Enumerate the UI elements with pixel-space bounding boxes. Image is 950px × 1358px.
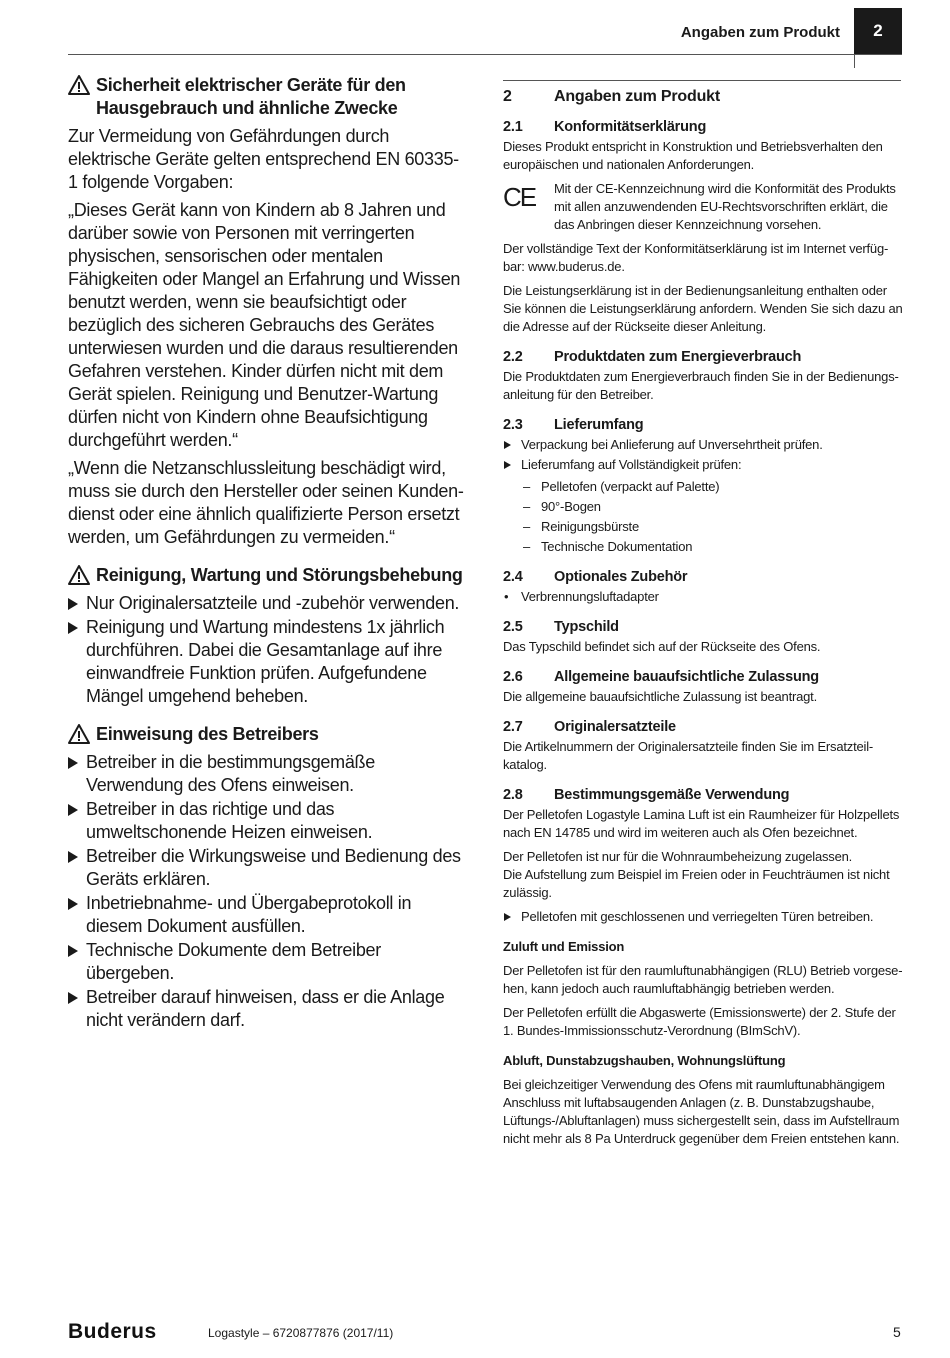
arrow-bullet-icon	[68, 757, 78, 769]
instruction-list	[503, 436, 903, 474]
paragraph: Der Pelletofen ist nur für die Wohnraumbeheizung zugelassen. Die Aufstellung zum Beispiel im Freien oder in Feuchträumen ist nicht zulässig.	[503, 849, 890, 900]
warning-triangle-icon	[68, 564, 90, 586]
section-heading-2-1: 2.1 Konformitätserklärung	[503, 119, 707, 135]
paragraph: „Wenn die Netzanschlussleitung beschädigt wird, muss sie durch den Hersteller oder seinen Kundendienst oder eine ähnlich qualifizierte Person ersetzt werden, um Gefährdungen zu vermeiden.“	[68, 458, 464, 547]
warning-triangle-icon	[68, 723, 90, 745]
arrow-bullet-icon	[68, 945, 78, 957]
paragraph: Die allgemeine bauaufsichtliche Zulassung ist beantragt.	[503, 689, 817, 704]
paragraph: Das Typschild befindet sich auf der Rückseite des Ofens.	[503, 639, 821, 654]
section-rule	[503, 80, 901, 81]
chapter-heading: 2 Angaben zum Produkt	[503, 88, 720, 105]
section-heading-2-5: 2.5 Typschild	[503, 619, 619, 635]
section-heading-2-4: 2.4 Optionales Zubehör	[503, 569, 688, 585]
arrow-bullet-icon	[68, 898, 78, 910]
paragraph: Dieses Produkt entspricht in Konstruktion und Betriebsverhalten den europäischen und nationalen Anforderungen.	[503, 139, 883, 172]
section-heading-2-7: 2.7 Originalersatzteile	[503, 719, 676, 735]
document-reference: Logastyle – 6720877876 (2017/11)	[208, 1326, 394, 1340]
safety-heading-maintenance	[68, 564, 468, 587]
paragraph: „Dieses Gerät kann von Kindern ab 8 Jahren und darüber sowie von Personen mit verringerten physischen, sensorischen oder mentalen Fähigkeiten oder Mangel an Erfahrung und Wissen benutzt werden, wenn sie beaufsichtigt oder bezüglich des sicheren Gebrauchs des Gerätes unterwiesen wurden und die daraus resultierenden Gefahren verstehen. Kinder dürfen nicht mit dem Gerät spielen. Reinigung und Benutzer-Wartung dürfen nicht von Kindern ohne Beaufsichtigung durchgeführt werden.“	[68, 200, 461, 450]
list-item: Pelletofen mit geschlossenen und verriegelten Türen betreiben.	[503, 908, 903, 926]
accessory-list	[503, 588, 903, 606]
page-number: 5	[893, 1324, 901, 1340]
left-column	[68, 74, 468, 1037]
list-item: Nur Originalersatzteile und -zubehör verwenden.	[68, 592, 468, 615]
arrow-bullet-icon	[504, 913, 511, 921]
paragraph: Die Produktdaten zum Energieverbrauch finden Sie in der Bedienungsanleitung für den Betreiber.	[503, 369, 899, 402]
paragraph: Die Leistungserklärung ist in der Bedienungsanleitung enthalten oder Sie können die Leistungserklärung anfordern. Wenden Sie sich dazu an die Adresse auf der Rückseite dieser Anleitung.	[503, 283, 903, 334]
paragraph: Der Pelletofen ist für den raumluftunabhängigen (RLU) Betrieb vorgesehen, kann jedoch auch raumluftabhängig betrieben werden.	[503, 963, 903, 996]
heading-text: Sicherheit elektrischer Geräte für den Hausgebrauch und ähnliche Zwecke	[96, 75, 406, 118]
section-heading-2-6: 2.6 Allgemeine bauaufsichtliche Zulassung	[503, 669, 819, 685]
paragraph: Der Pelletofen Logastyle Lamina Luft ist ein Raumheizer für Holzpellets nach EN 14785 und wird im weiteren auch als Ofen bezeichnet.	[503, 807, 900, 840]
list-item: Betreiber darauf hinweisen, dass er die Anlage nicht verändern darf.	[68, 986, 468, 1032]
list-item: Betreiber die Wirkungsweise und Bedienung des Geräts erklären.	[68, 845, 468, 891]
delivery-sublist	[503, 478, 903, 556]
chapter-number-box: 2	[854, 8, 902, 54]
list-item: Reinigung und Wartung mindestens 1x jährlich durchführen. Dabei die Gesamtanlage auf ihre einwandfreie Funktion prüfen. Aufgefundene Mängel umgehend beheben.	[68, 616, 468, 708]
arrow-bullet-icon	[504, 441, 511, 449]
instruction-list	[68, 592, 468, 708]
safety-heading-electrical	[68, 74, 468, 120]
heading-text: Einweisung des Betreibers	[96, 724, 319, 744]
list-item: Betreiber in das richtige und das umweltschonende Heizen einweisen.	[68, 798, 468, 844]
arrow-bullet-icon	[68, 992, 78, 1004]
list-item: • Verbrennungsluftadapter	[504, 589, 659, 604]
paragraph: Die Artikelnummern der Originalersatzteile finden Sie im Ersatzteilkatalog.	[503, 739, 874, 772]
list-item: – Pelletofen (verpackt auf Palette)	[523, 479, 720, 494]
buderus-logo: Buderus	[68, 1320, 157, 1343]
section-heading-2-3: 2.3 Lieferumfang	[503, 417, 644, 433]
paragraph: Der vollständige Text der Konformitätserklärung ist im Internet verfügbar: www.buderus.de.	[503, 241, 889, 274]
safety-heading-instruction	[68, 723, 468, 746]
warning-triangle-icon	[68, 74, 90, 96]
ce-mark-icon: CE	[503, 182, 536, 212]
paragraph: Zur Vermeidung von Gefährdungen durch elektrische Geräte gelten entsprechend EN 60335-1 folgende Vorgaben:	[68, 126, 459, 192]
section-heading-2-2: 2.2 Produktdaten zum Energieverbrauch	[503, 349, 802, 365]
header-rule-tick	[854, 54, 855, 68]
list-item: Verpackung bei Anlieferung auf Unversehrtheit prüfen.	[503, 436, 903, 454]
header-rule	[68, 54, 902, 55]
paragraph: Bei gleichzeitiger Verwendung des Ofens mit raumluftunabhängigem Anschluss mit luftabsaugenden Anlagen (z. B. Dunstabzugshaube, Lüftungs-/Abluftanlagen) muss sichergestellt sein, dass im Aufstellraum nicht mehr als 8 Pa Unterdruck gegenüber dem Freien entstehen kann.	[503, 1077, 900, 1146]
list-item: Technische Dokumente dem Betreiber übergeben.	[68, 939, 468, 985]
list-item: – Reinigungsbürste	[523, 519, 639, 534]
section-heading-2-8: 2.8 Bestimmungsgemäße Verwendung	[503, 787, 790, 803]
heading-text: Reinigung, Wartung und Störungsbehebung	[96, 565, 463, 585]
list-item: – 90°-Bogen	[523, 499, 601, 514]
ce-note-text: Mit der CE-Kennzeichnung wird die Konformität des Produkts mit allen anzuwendenden EU-Rechtsvorschriften erklärt, die das Anbringen dieser Kennzeichnung vorsehen.	[554, 181, 896, 232]
running-header-title: Angaben zum Produkt	[680, 24, 840, 41]
arrow-bullet-icon	[504, 461, 511, 469]
instruction-list	[68, 751, 468, 1032]
arrow-bullet-icon	[68, 622, 78, 634]
list-item: – Technische Dokumentation	[523, 539, 693, 554]
arrow-bullet-icon	[68, 598, 78, 610]
right-column	[503, 88, 903, 1154]
list-item: Lieferumfang auf Vollständigkeit prüfen:	[503, 456, 903, 474]
list-item: Betreiber in die bestimmungsgemäße Verwendung des Ofens einweisen.	[68, 751, 468, 797]
subheading-intake-emission: Zuluft und Emission	[503, 939, 625, 954]
ce-note	[503, 180, 903, 234]
subheading-exhaust-ventilation: Abluft, Dunstabzugshauben, Wohnungslüftung	[503, 1053, 786, 1068]
list-item: Inbetriebnahme- und Übergabeprotokoll in diesem Dokument ausfüllen.	[68, 892, 468, 938]
paragraph: Der Pelletofen erfüllt die Abgaswerte (Emissionswerte) der 2. Stufe der 1. Bundes-Immissionsschutz-Verordnung (BImSchV).	[503, 1005, 896, 1038]
arrow-bullet-icon	[68, 804, 78, 816]
instruction-list	[503, 908, 903, 926]
arrow-bullet-icon	[68, 851, 78, 863]
